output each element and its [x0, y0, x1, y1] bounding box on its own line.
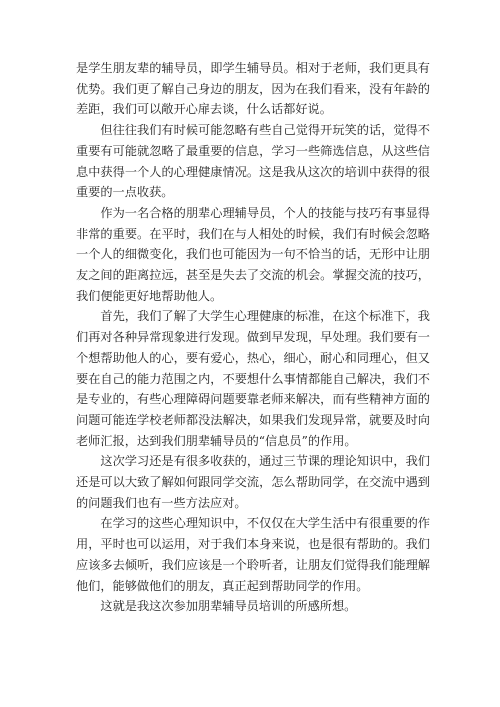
paragraph-1: 是学生朋友辈的辅导员，即学生辅导员。相对于老师，我们更具有优势。我们更了解自己身边的朋友，因为在我们看来，没有年龄的差距，我们可以敞开心扉去谈，什么话都好说。 — [76, 61, 430, 117]
paragraph-2: 但往往我们有时候可能忽略有些自己觉得开玩笑的话，觉得不重要有可能就忽略了最重要的信息，学习一些筛选信息，从这些信息中获得一个人的心理健康情况。这是我从这次的培训中获得的很重要的一点收获。 — [76, 123, 430, 200]
paragraph-4: 首先，我们了解了大学生心理健康的标准，在这个标准下，我们再对各种异常现象进行发现。做到早发现，早处理。我们要有一个想帮助他人的心，要有爱心，热心，细心，耐心和同理心，但又要在自己的能力范围之内，不要想什么事情都能自己解决，我们不是专业的，有些心理障碍问题要靠老师来解决，而有些精神方面的问题可能连学校老师都没法解决，如果我们发现异常，就要及时向老师汇报，达到我们朋辈辅导员的“信息员”的作用。 — [76, 309, 430, 448]
paragraph-6: 在学习的这些心理知识中，不仅仅在大学生活中有很重要的作用，平时也可以运用，对于我们本身来说，也是很有帮助的。我们应该多去倾听，我们应该是一个聆听者，让朋友们觉得我们能理解他们，能够做他们的朋友，真正起到帮助同学的作用。 — [76, 516, 430, 593]
paragraph-3: 作为一名合格的朋辈心理辅导员，个人的技能与技巧有事显得非常的重要。在平时，我们在与人相处的时候，我们有时候会忽略一个人的细微变化，我们也可能因为一句不恰当的话，无形中让朋友之间的距离拉远，甚至是失去了交流的机会。掌握交流的技巧，我们便能更好地帮助他人。 — [76, 205, 430, 303]
paragraph-7: 这就是我这次参加朋辈辅导员培训的所感所想。 — [100, 599, 357, 614]
paragraph-5: 这次学习还是有很多收获的，通过三节课的理论知识中，我们还是可以大致了解如何跟同学交流，怎么帮助同学，在交流中遇到的问题我们也有一些方法应对。 — [76, 454, 430, 510]
